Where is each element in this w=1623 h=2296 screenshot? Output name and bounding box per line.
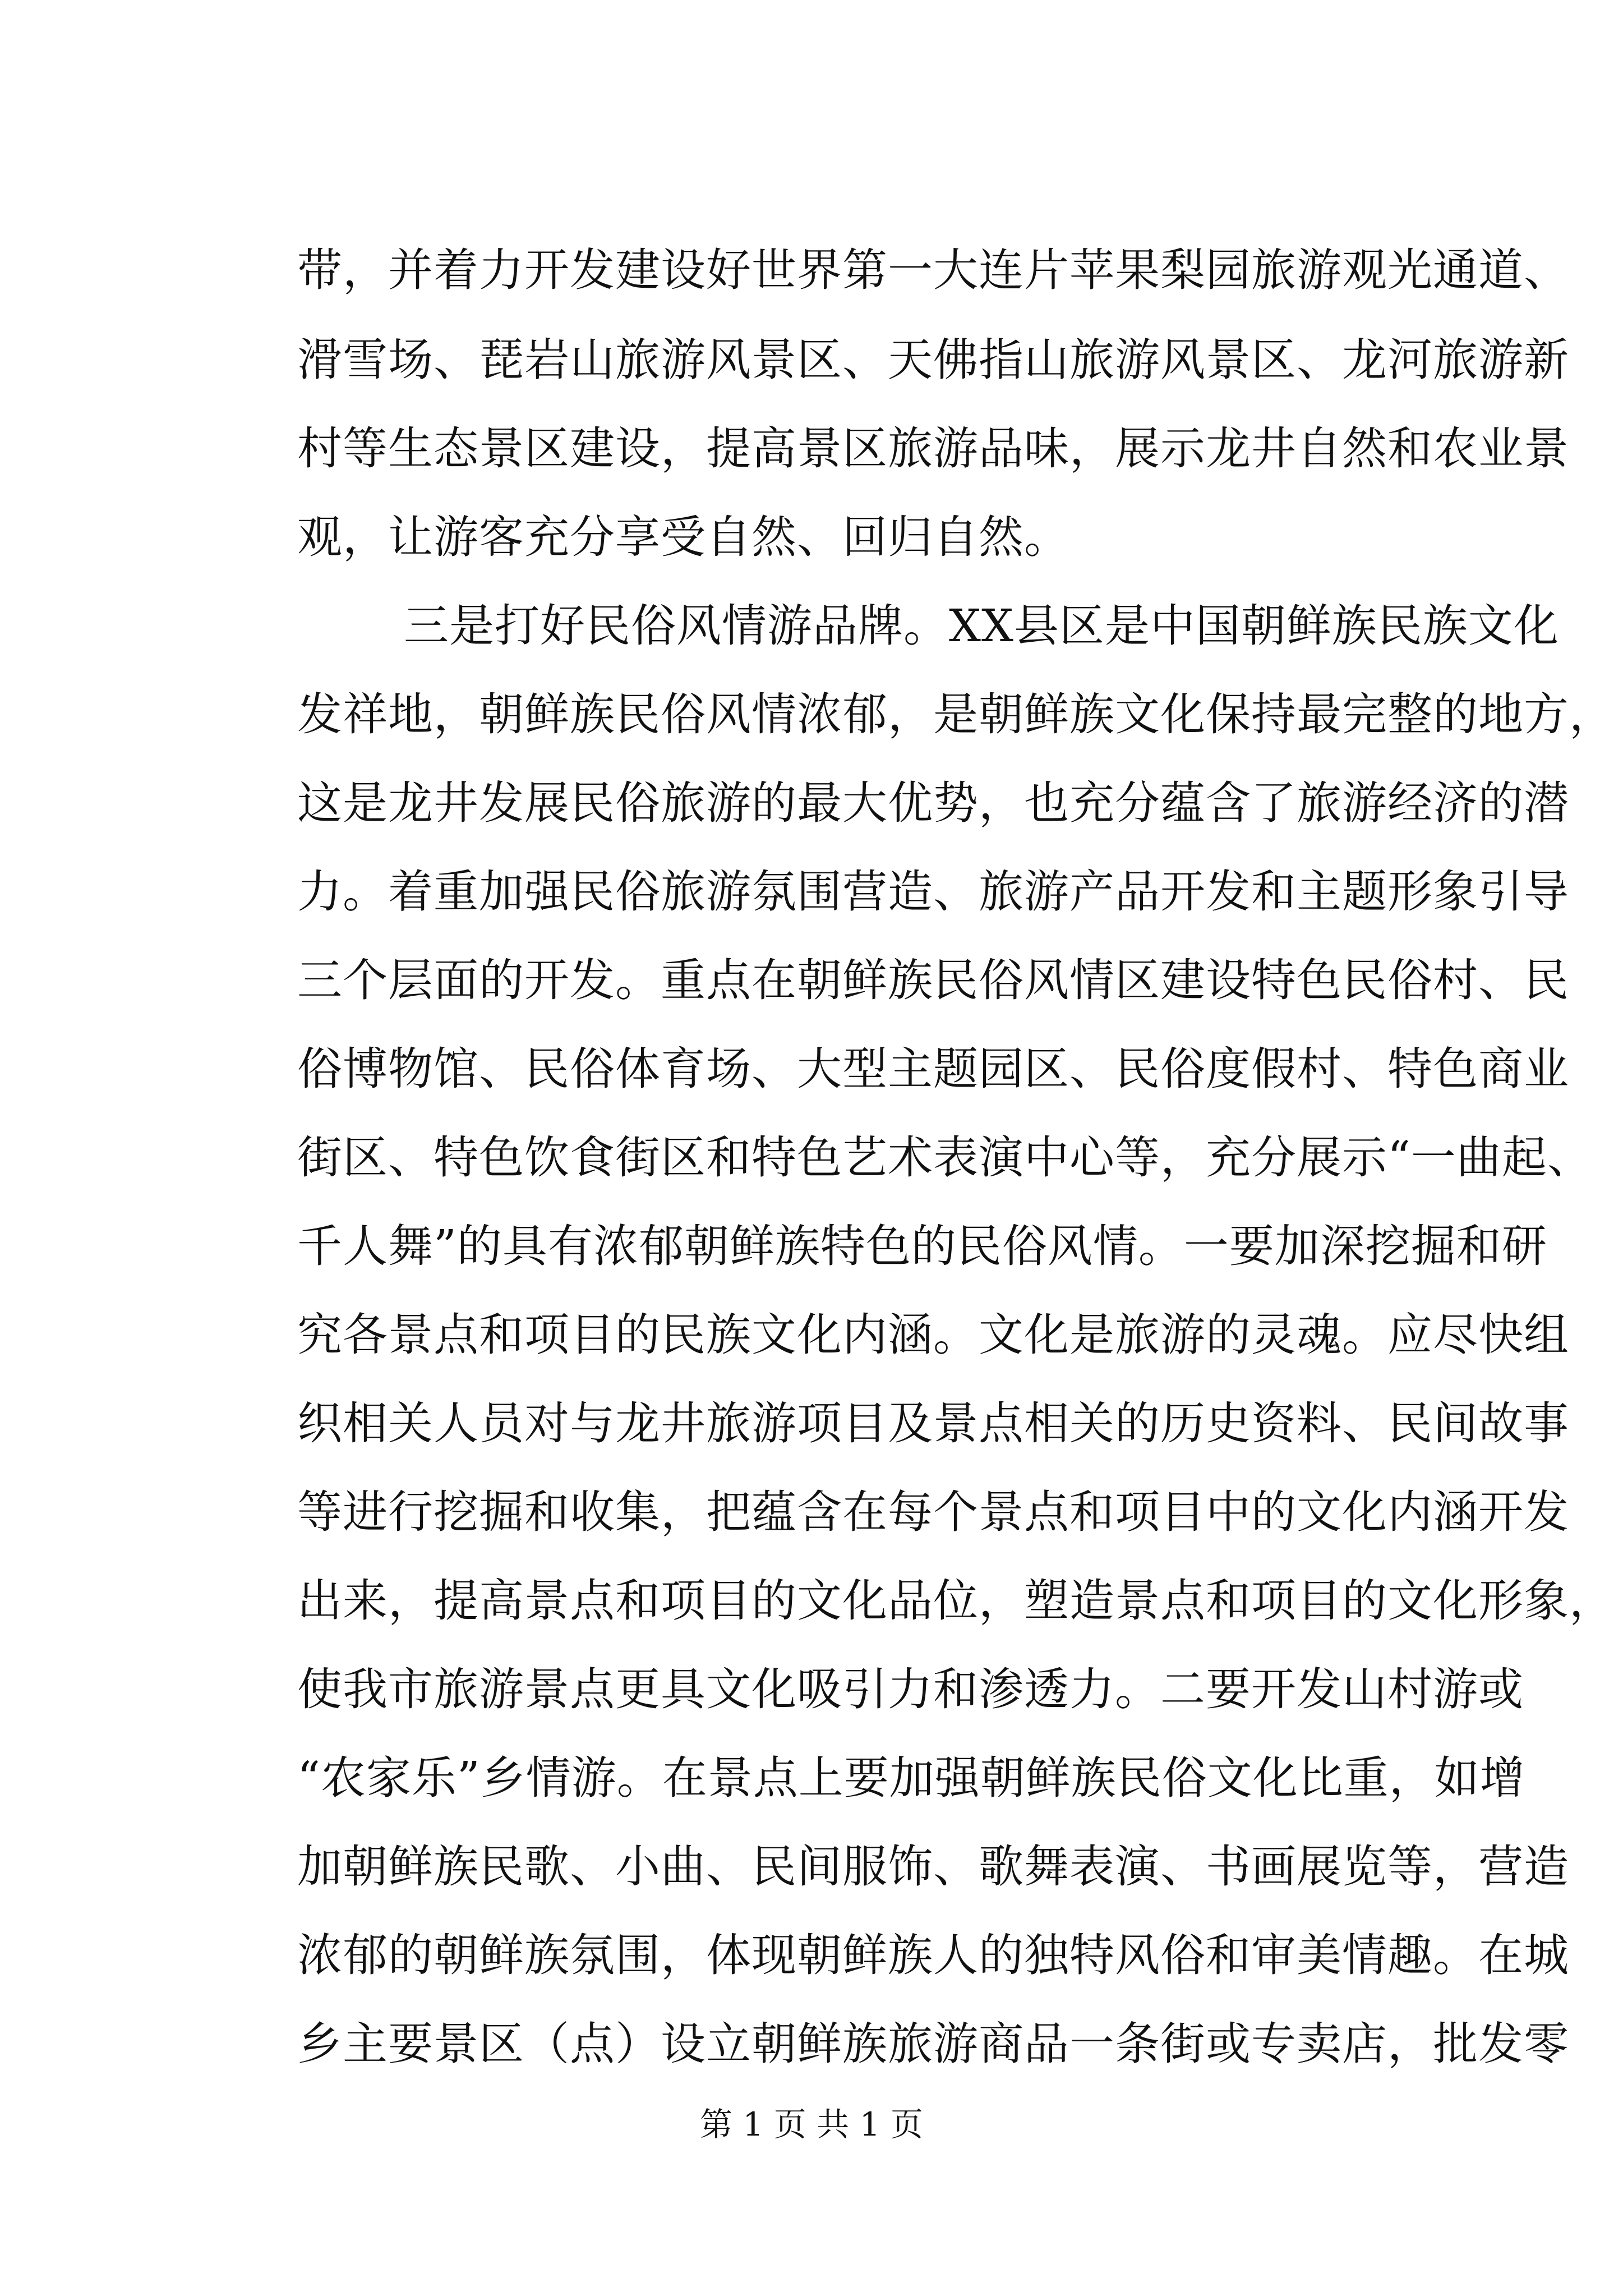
paragraph-start-line: 三是打好民俗风情游品牌。XX县区是中国朝鲜族民族文化 [404,600,1559,652]
body-line: 带，并着力开发建设好世界第一大连片苹果梨园旅游观光通道、 [297,244,1569,296]
body-line: 力。着重加强民俗旅游氛围营造、旅游产品开发和主题形象引导 [297,866,1569,918]
page-number-footer: 第 1 页 共 1 页 [700,2105,923,2143]
body-line: 三个层面的开发。重点在朝鲜族民俗风情区建设特色民俗村、民 [297,954,1569,1006]
body-line: 滑雪场、琵岩山旅游风景区、天佛指山旅游风景区、龙河旅游新 [297,334,1569,386]
body-line: 究各景点和项目的民族文化内涵。文化是旅游的灵魂。应尽快组 [297,1309,1569,1361]
body-line: 乡主要景区（点）设立朝鲜族旅游商品一条街或专卖店，批发零 [297,2018,1569,2070]
body-line: 使我市旅游景点更具文化吸引力和渗透力。二要开发山村游或 [297,1663,1524,1715]
body-line: 这是龙井发展民俗旅游的最大优势，也充分蕴含了旅游经济的潜 [297,777,1569,829]
body-line: “农家乐”乡情游。在景点上要加强朝鲜族民俗文化比重，如增 [297,1752,1525,1804]
body-line: 俗博物馆、民俗体育场、大型主题园区、民俗度假村、特色商业 [297,1043,1569,1095]
body-line: 发祥地，朝鲜族民俗风情浓郁，是朝鲜族文化保持最完整的地方， [297,688,1615,740]
body-line: 出来，提高景点和项目的文化品位，塑造景点和项目的文化形象， [297,1575,1615,1627]
body-line: 等进行挖掘和收集，把蕴含在每个景点和项目中的文化内涵开发 [297,1486,1569,1538]
body-line: 浓郁的朝鲜族氛围，体现朝鲜族人的独特风俗和审美情趣。在城 [297,1929,1569,1981]
body-line: 织相关人员对与龙井旅游项目及景点相关的历史资料、民间故事 [297,1397,1569,1450]
body-line: 观，让游客充分享受自然、回归自然。 [297,511,1069,563]
body-line: 村等生态景区建设，提高景区旅游品味，展示龙井自然和农业景 [297,422,1569,475]
body-line: 街区、特色饮食街区和特色艺术表演中心等，充分展示“一曲起、 [297,1131,1593,1184]
body-line: 千人舞”的具有浓郁朝鲜族特色的民俗风情。一要加深挖掘和研 [297,1220,1547,1272]
body-line: 加朝鲜族民歌、小曲、民间服饰、歌舞表演、书画展览等，营造 [297,1841,1569,1893]
